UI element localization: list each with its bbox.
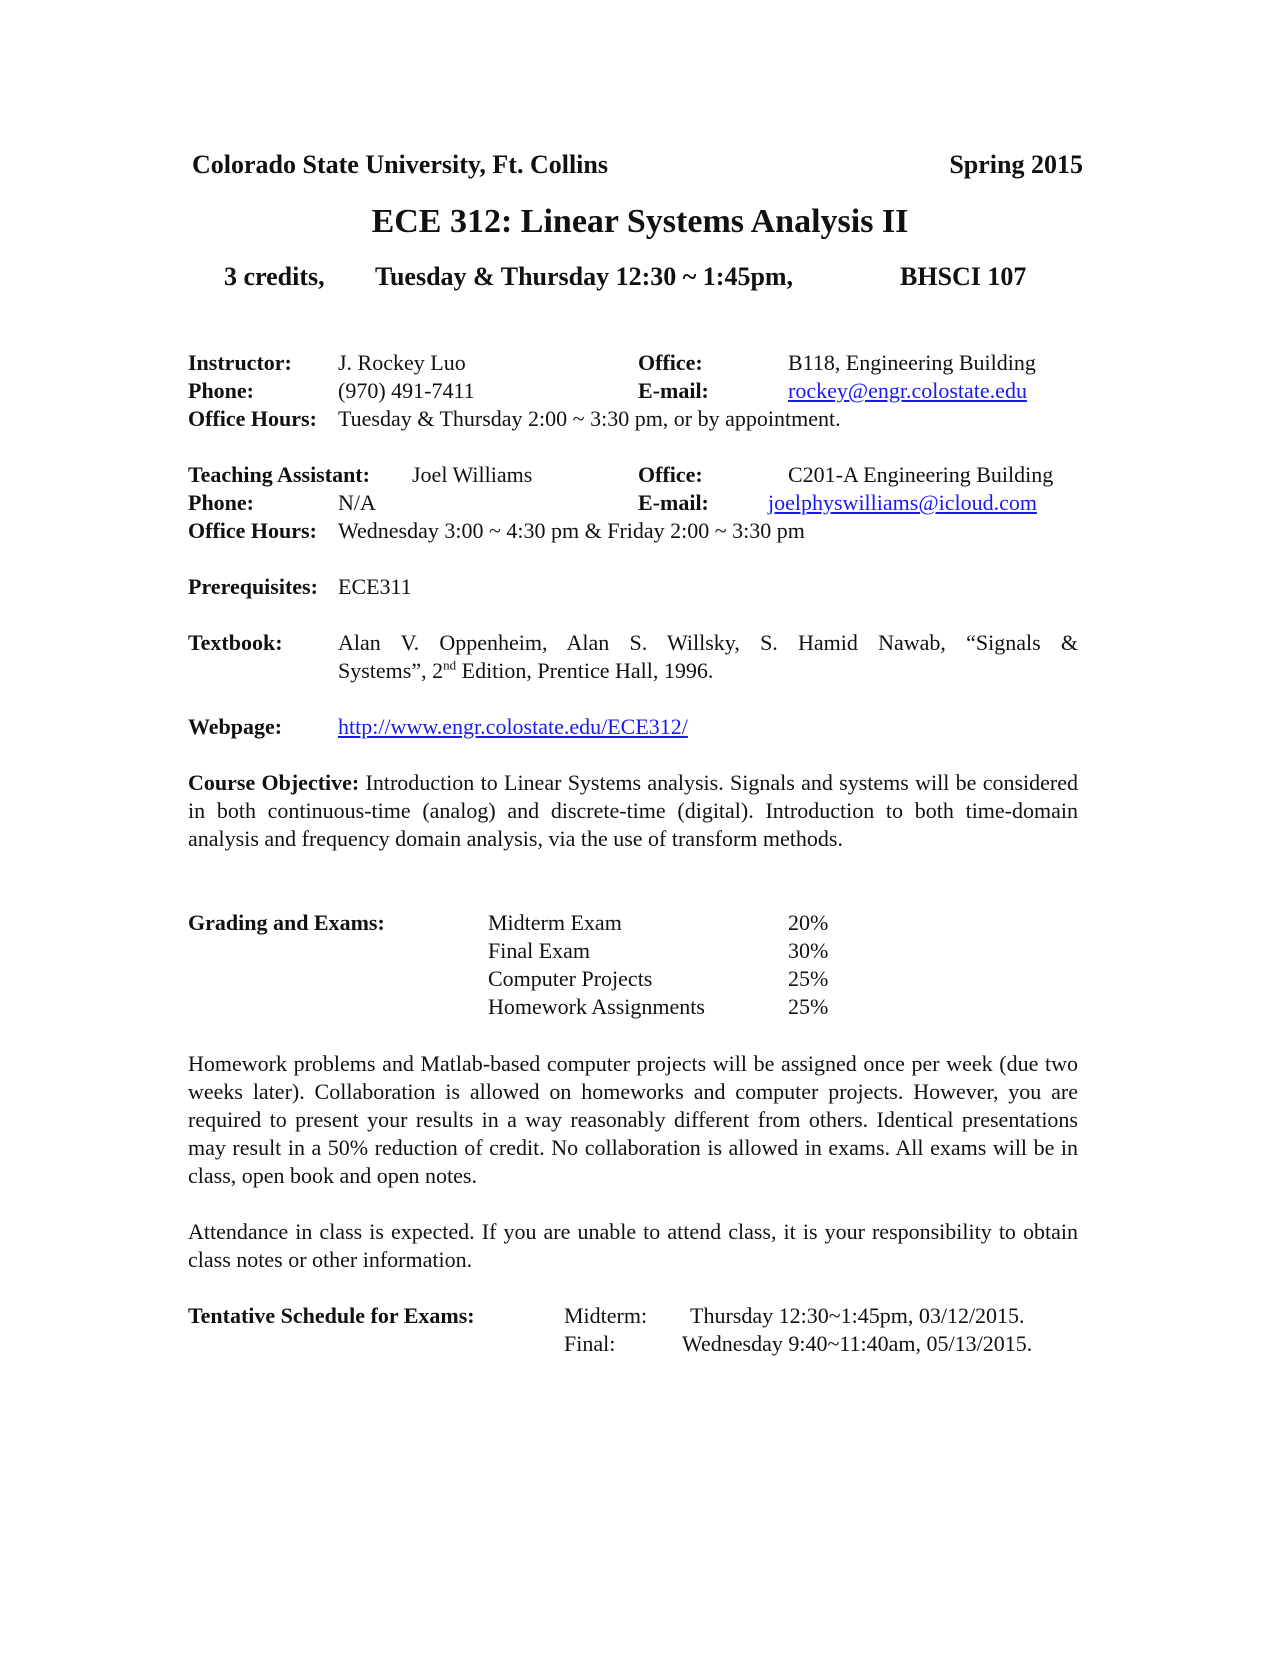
exam-schedule-label: Tentative Schedule for Exams: bbox=[188, 1303, 475, 1328]
ta-phone-label: Phone: bbox=[188, 490, 254, 515]
prerequisites-label: Prerequisites: bbox=[188, 574, 318, 599]
grading-item-name: Midterm Exam bbox=[488, 910, 622, 935]
textbook-line-2: Systems”, 2nd Edition, Prentice Hall, 1996. bbox=[338, 657, 714, 683]
grading-item-name: Homework Assignments bbox=[488, 994, 705, 1019]
final-label: Final: bbox=[564, 1331, 616, 1356]
instructor-phone-label: Phone: bbox=[188, 378, 254, 403]
grading-item-weight: 25% bbox=[788, 966, 829, 991]
ta-office: C201-A Engineering Building bbox=[788, 462, 1054, 487]
instructor-office: B118, Engineering Building bbox=[788, 350, 1036, 375]
instructor-email-link[interactable]: rockey@engr.colostate.edu bbox=[788, 378, 1027, 403]
instructor-label: Instructor: bbox=[188, 350, 292, 375]
ta-label: Teaching Assistant: bbox=[188, 462, 370, 487]
instructor-office-label: Office: bbox=[638, 350, 703, 375]
instructor-name: J. Rockey Luo bbox=[338, 350, 466, 375]
course-schedule: Tuesday & Thursday 12:30 ~ 1:45pm, bbox=[375, 262, 794, 291]
instructor-phone: (970) 491-7411 bbox=[338, 378, 475, 403]
prerequisites-value: ECE311 bbox=[338, 574, 412, 599]
course-title: ECE 312: Linear Systems Analysis II bbox=[371, 203, 909, 240]
instructor-hours-label: Office Hours: bbox=[188, 406, 317, 431]
ta-email-link[interactable]: joelphyswilliams@icloud.com bbox=[768, 490, 1037, 515]
grading-item-name: Final Exam bbox=[488, 938, 591, 963]
instructor-email-label: E-mail: bbox=[638, 378, 709, 403]
grading-item-weight: 30% bbox=[788, 938, 829, 963]
grading-label: Grading and Exams: bbox=[188, 910, 385, 935]
midterm-label: Midterm: bbox=[564, 1303, 648, 1328]
ta-phone: N/A bbox=[338, 490, 376, 515]
grading-item-weight: 20% bbox=[788, 910, 829, 935]
attendance-policy: Attendance in class is expected. If you are unable to attend class, it is your responsibility to obtain class notes or other information. bbox=[188, 1219, 1078, 1272]
ta-office-label: Office: bbox=[638, 462, 703, 487]
instructor-hours: Tuesday & Thursday 2:00 ~ 3:30 pm, or by appointment. bbox=[338, 406, 841, 431]
ta-hours-label: Office Hours: bbox=[188, 518, 317, 543]
course-room: BHSCI 107 bbox=[900, 262, 1027, 291]
course-objective: Course Objective: Introduction to Linear Systems analysis. Signals and systems will be considered in both continuous-time (analog) and discrete-time (digital). Introduction to both time-domain analysis and frequency domain analysis, via the use of transform methods. bbox=[188, 770, 1078, 851]
ta-hours: Wednesday 3:00 ~ 4:30 pm & Friday 2:00 ~ 3:30 pm bbox=[338, 518, 805, 543]
textbook-line-1: Alan V. Oppenheim, Alan S. Willsky, S. Hamid Nawab, “Signals & bbox=[338, 630, 1078, 655]
term: Spring 2015 bbox=[949, 150, 1083, 179]
course-credits: 3 credits, bbox=[224, 262, 325, 291]
grading-item-weight: 25% bbox=[788, 994, 829, 1019]
ta-email-label: E-mail: bbox=[638, 490, 709, 515]
final-date: Wednesday 9:40~11:40am, 05/13/2015. bbox=[682, 1331, 1033, 1356]
midterm-date: Thursday 12:30~1:45pm, 03/12/2015. bbox=[690, 1303, 1025, 1328]
webpage-label: Webpage: bbox=[188, 714, 283, 739]
textbook-label: Textbook: bbox=[188, 630, 283, 655]
webpage-link[interactable]: http://www.engr.colostate.edu/ECE312/ bbox=[338, 714, 688, 739]
grading-item-name: Computer Projects bbox=[488, 966, 653, 991]
ta-name: Joel Williams bbox=[412, 462, 533, 487]
university-name: Colorado State University, Ft. Collins bbox=[192, 150, 608, 179]
homework-policy: Homework problems and Matlab-based computer projects will be assigned once per week (due two weeks later). Collaboration is allowed on homeworks and computer projects. However, you are required to present your results in a way reasonably different from others. Identical presentations may result in a 50% reduction of credit. No collaboration is allowed in exams. All exams will be in class, open book and open notes. bbox=[188, 1051, 1078, 1188]
